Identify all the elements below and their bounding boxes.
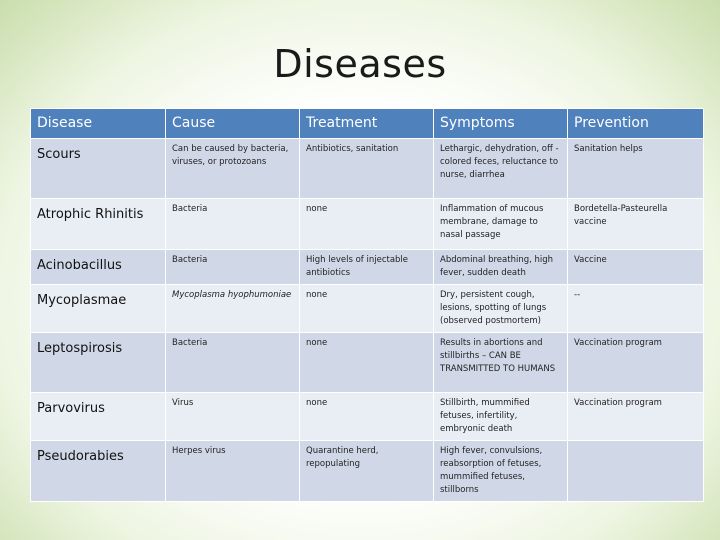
disease-cell: Acinobacillus [31, 250, 166, 285]
header-cause: Cause [166, 109, 300, 139]
disease-cell: Parvovirus [31, 393, 166, 441]
header-prevention: Prevention [568, 109, 704, 139]
header-treatment: Treatment [300, 109, 434, 139]
disease-cell: Pseudorabies [31, 441, 166, 502]
prevention-cell: Vaccination program [568, 333, 704, 393]
prevention-cell: Bordetella-Pasteurella vaccine [568, 199, 704, 250]
treatment-cell: Antibiotics, sanitation [300, 139, 434, 199]
header-symptoms: Symptoms [434, 109, 568, 139]
treatment-cell: none [300, 199, 434, 250]
table-row [31, 441, 704, 502]
treatment-cell: none [300, 393, 434, 441]
prevention-cell: -- [568, 285, 704, 333]
table-row [31, 139, 704, 199]
diseases-table [30, 108, 704, 502]
cause-cell: Bacteria [166, 250, 300, 285]
slide-title: Diseases [273, 42, 447, 86]
table-row [31, 199, 704, 250]
cause-cell: Mycoplasma hyophumoniae [166, 285, 300, 333]
table-row [31, 285, 704, 333]
cause-cell: Herpes virus [166, 441, 300, 502]
cause-cell: Can be caused by bacteria, viruses, or protozoans [166, 139, 300, 199]
cause-cell: Bacteria [166, 199, 300, 250]
cause-cell: Bacteria [166, 333, 300, 393]
disease-cell: Scours [31, 139, 166, 199]
symptoms-cell: Stillbirth, mummified fetuses, infertility, embryonic death [434, 393, 568, 441]
symptoms-cell: Results in abortions and stillbirths – CAN BE TRANSMITTED TO HUMANS [434, 333, 568, 393]
table-header-row [31, 109, 704, 139]
prevention-cell [568, 441, 704, 502]
treatment-cell: none [300, 285, 434, 333]
cause-cell: Virus [166, 393, 300, 441]
header-disease: Disease [31, 109, 166, 139]
treatment-cell: Quarantine herd, repopulating [300, 441, 434, 502]
treatment-cell: High levels of injectable antibiotics [300, 250, 434, 285]
symptoms-cell: Inflammation of mucous membrane, damage to nasal passage [434, 199, 568, 250]
disease-cell: Leptospirosis [31, 333, 166, 393]
symptoms-cell: Dry, persistent cough, lesions, spotting of lungs (observed postmortem) [434, 285, 568, 333]
prevention-cell: Sanitation helps [568, 139, 704, 199]
treatment-cell: none [300, 333, 434, 393]
table-row [31, 393, 704, 441]
table-row [31, 250, 704, 285]
disease-cell: Atrophic Rhinitis [31, 199, 166, 250]
prevention-cell: Vaccination program [568, 393, 704, 441]
symptoms-cell: High fever, convulsions, reabsorption of fetuses, mummified fetuses, stillborns [434, 441, 568, 502]
disease-cell: Mycoplasmae [31, 285, 166, 333]
symptoms-cell: Abdominal breathing, high fever, sudden death [434, 250, 568, 285]
prevention-cell: Vaccine [568, 250, 704, 285]
table-row [31, 333, 704, 393]
symptoms-cell: Lethargic, dehydration, off -colored feces, reluctance to nurse, diarrhea [434, 139, 568, 199]
